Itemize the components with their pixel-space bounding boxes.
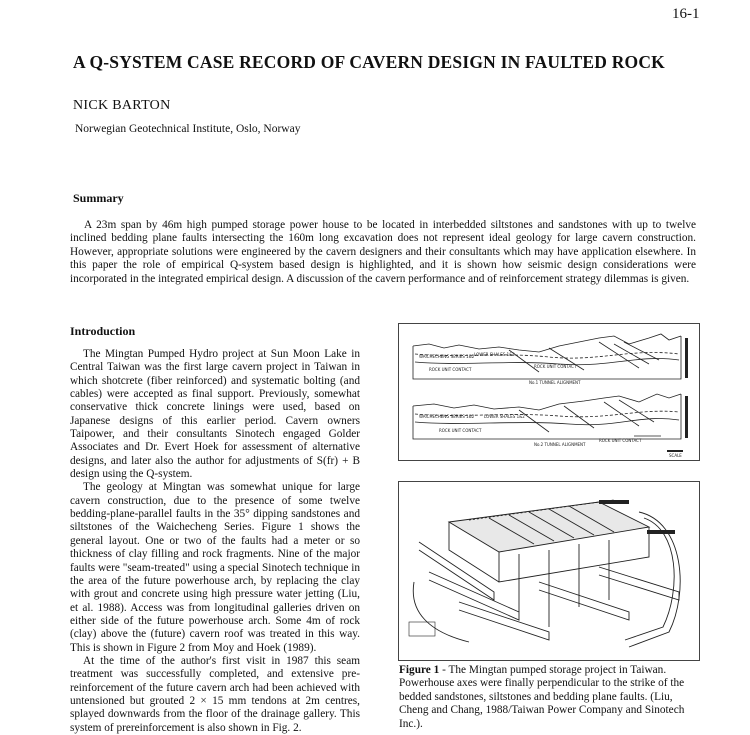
label-lower-shales-2: LOWER SHALES 1&2 — [484, 414, 525, 419]
label-rock-unit-contact-1: ROCK UNIT CONTACT — [429, 367, 472, 372]
intro-paragraph-3: At the time of the author's first visit in 1987 this seam treatment was successfully completed, and extensive pre-reinforcement of the future cavern arch had been achieved with untensioned but grouted 2 × 15 mm tendons at 2m centres, splayed downwards from the floor of the drainage gallery. This system of prereinforcement is also shown in Fig. 2. — [70, 654, 360, 734]
geological-sections-drawing — [399, 324, 699, 460]
paper-title: A Q-SYSTEM CASE RECORD OF CAVERN DESIGN IN FAULTED ROCK — [73, 52, 665, 72]
label-rock-unit-contact-2: ROCK UNIT CONTACT — [534, 364, 577, 369]
caption-label: Figure 1 — [399, 664, 440, 676]
label-tunnel-1: No.1 TUNNEL ALIGNMENT — [529, 380, 581, 385]
author-name: NICK BARTON — [73, 98, 171, 113]
figure-1-caption — [399, 664, 699, 731]
page-number: 16-1 — [672, 6, 700, 22]
summary-heading: Summary — [73, 191, 124, 205]
figure-1-cavern-layout-3d — [398, 481, 700, 661]
author-affiliation: Norwegian Geotechnical Institute, Oslo, Norway — [75, 123, 301, 135]
introduction-body — [70, 348, 360, 735]
label-rock-unit-contact-3: ROCK UNIT CONTACT — [439, 428, 482, 433]
caption-text: - The Mingtan pumped storage project in Taiwan. Powerhouse axes were finally perpendicular to the strike of the bedded sandstones, siltstones and bedding plane faults. (Liu, Cheng and Chang, 1988/Taiwan Power Company and Sinotech Inc.). — [399, 664, 685, 730]
label-scale: SCALE — [669, 453, 682, 458]
label-rock-unit-contact-4: ROCK UNIT CONTACT — [599, 438, 642, 443]
figure-1-geological-sections — [398, 323, 700, 461]
label-waichecheng-1: WAICHECHENG SERIES 1&2 — [419, 354, 475, 359]
intro-paragraph-2: The geology at Mingtan was somewhat unique for large cavern construction, due to the presence of some twelve bedding-plane-parallel faults in the 35° dipping sandstones and siltstones of the Waichecheng Series. Figure 1 shows the general layout. One or two of the faults had a meter or so thickness of clay filling and rock fragments. Nine of the major faults were "seam-treated" using a special Sinotech technique in the area of the future powerhouse arch, by replacing the clay with grout and concrete using high pressure water jetting (Liu, et al. 1988). Access was from longitudinal galleries driven on either side of the future powerhouse arch. Some 4m of rock (clay) above the (future) cavern roof was treated in this way. This is shown in Figure 2 from Moy and Hoek (1989). — [70, 481, 360, 654]
label-waichecheng-2: WAICHECHENG SERIES 1&2 — [419, 414, 475, 419]
cavern-layout-drawing — [399, 482, 699, 660]
introduction-heading: Introduction — [70, 324, 136, 338]
summary-text: A 23m span by 46m high pumped storage power house to be located in interbedded siltstones and sandstones with up to twelve inclined bedding plane faults intersecting the 160m long excavation does not represent ideal geology for large cavern construction. However, appropriate solutions were engineered by the cavern designers and their consultants which may have application elsewhere. In this paper the role of empirical Q-system based design is highlighted, and it is shown how seismic design considerations were incorporated in the integrated empirical design. A discussion of the cavern performance and of reinforcement strategy dilemmas is given. — [70, 219, 696, 285]
label-lower-shales-1: LOWER SHALES 1&2 — [474, 352, 515, 357]
label-tunnel-2: No.2 TUNNEL ALIGNMENT — [534, 442, 586, 447]
intro-paragraph-1: The Mingtan Pumped Hydro project at Sun Moon Lake in Central Taiwan was the first large cavern project in Taiwan in which shotcrete (fiber reinforced) and systematic bolting (and cables) were accepted as final support. Previously, somewhat conservative thick concrete linings were used, based on Japanese designs of this earlier period. Cavern owners Taipower, and their consultants Sinotech engaged Golder Associates and Dr. Evert Hoek for assessment of alternative designs, and later also the author for adjustments of S(fr) + B design using the Q-system. — [70, 348, 360, 481]
